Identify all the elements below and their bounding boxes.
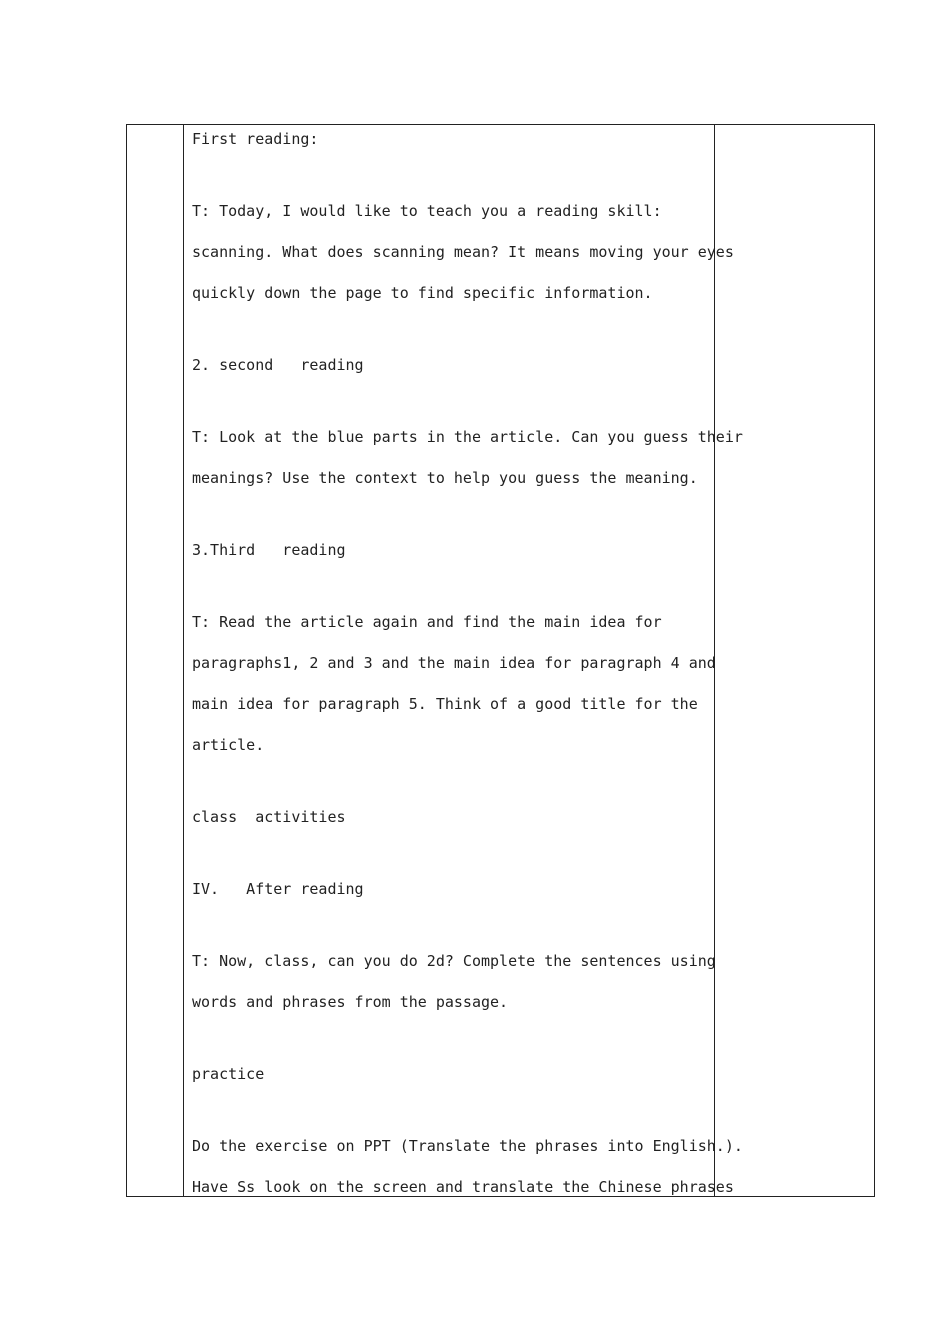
heading-first-reading: First reading: [192,130,319,148]
teacher-line-mainidea-4: article. [192,736,265,754]
label-practice: practice [192,1065,265,1083]
teacher-line-mainidea-2: paragraphs1, 2 and 3 and the main idea for paragraph 4 and [192,654,716,672]
practice-line-1: Do the exercise on PPT (Translate the phrases into English.). [192,1137,743,1155]
table-right-column [714,125,874,1196]
heading-after-reading: IV. After reading [192,880,364,898]
table-left-column [127,125,184,1196]
teacher-line-2d-1: T: Now, class, can you do 2d? Complete the sentences using [192,952,716,970]
practice-line-2: Have Ss look on the screen and translate the Chinese phrases [192,1178,734,1196]
heading-second-reading: 2. second reading [192,356,364,374]
teacher-line-scanning-2: scanning. What does scanning mean? It means moving your eyes [192,243,734,261]
table-content-column [184,125,743,1196]
teacher-line-mainidea-3: main idea for paragraph 5. Think of a good title for the [192,695,698,713]
teacher-line-guess-2: meanings? Use the context to help you guess the meaning. [192,469,698,487]
teacher-line-scanning-1: T: Today, I would like to teach you a reading skill: [192,202,662,220]
teacher-line-mainidea-1: T: Read the article again and find the main idea for [192,613,662,631]
teacher-line-guess-1: T: Look at the blue parts in the article. Can you guess their [192,428,743,446]
teacher-line-2d-2: words and phrases from the passage. [192,993,509,1011]
teacher-line-scanning-3: quickly down the page to find specific information. [192,284,653,302]
label-class-activities: class activities [192,808,346,826]
heading-third-reading: 3.Third reading [192,541,346,559]
lesson-table [126,124,875,1197]
